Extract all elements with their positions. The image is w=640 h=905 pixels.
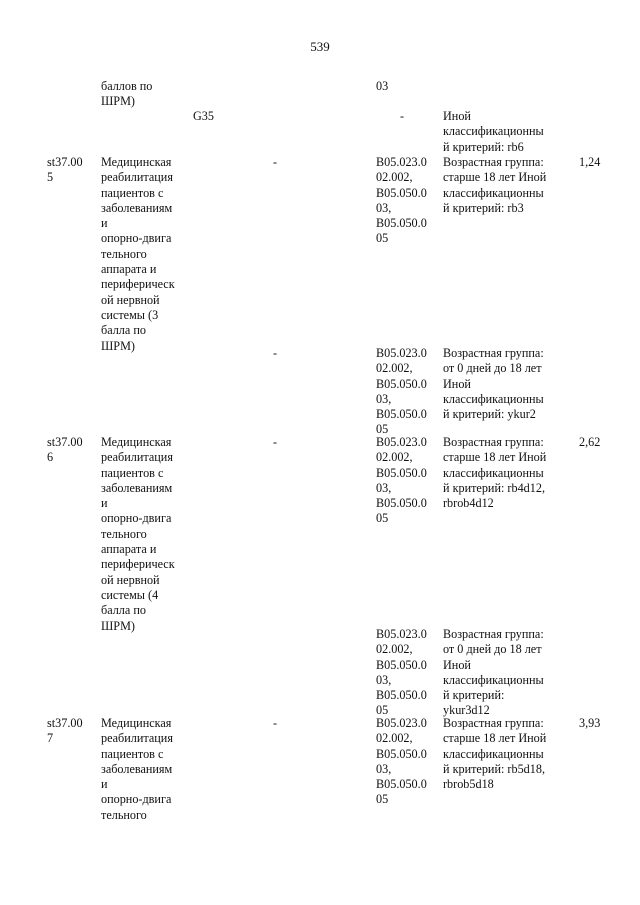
coefficient: 1,24 [579, 155, 601, 169]
service-codes: B05.023.0 02.002, B05.050.0 03, B05.050.0 05 [376, 435, 427, 526]
group-name: Медицинская реабилитация пациентов с заболеваниям и опорно-двига тельного [101, 716, 173, 822]
row-service-continuation: 03 [376, 79, 389, 93]
criteria-text: Возрастная группа: старше 18 лет Иной классификационны й критерий: rb4d12, rbrob4d12 [443, 435, 547, 511]
service-codes: B05.023.0 02.002, B05.050.0 03, B05.050.0 05 [376, 346, 427, 437]
group-name: Медицинская реабилитация пациентов с заболеваниям и опорно-двига тельного аппарата и периферическ ой нервной системы (3 балла по ШРМ) [101, 155, 175, 353]
criteria-text: Возрастная группа: от 0 дней до 18 лет Иной классификационны й критерий: ykur3d12 [443, 627, 544, 718]
service-codes: B05.023.0 02.002, B05.050.0 03, B05.050.0 05 [376, 716, 427, 807]
diagnosis-code: G35 [193, 109, 214, 123]
criteria-text: Возрастная группа: старше 18 лет Иной классификационны й критерий: rb3 [443, 155, 547, 215]
group-code: st37.00 7 [47, 716, 83, 746]
diagnosis-dash: - [273, 716, 278, 730]
group-name: Медицинская реабилитация пациентов с заболеваниям и опорно-двига тельного аппарата и периферическ ой нервной системы (4 балла по ШРМ) [101, 435, 175, 633]
service-codes: B05.023.0 02.002, B05.050.0 03, B05.050.0 05 [376, 627, 427, 718]
group-code: st37.00 6 [47, 435, 83, 465]
diagnosis-dash: - [273, 346, 278, 360]
page-number: 539 [310, 39, 330, 54]
criteria-text: Возрастная группа: от 0 дней до 18 лет Иной классификационны й критерий: ykur2 [443, 346, 544, 422]
criteria-text: Иной классификационны й критерий: rb6 [443, 109, 544, 154]
diagnosis-dash: - [273, 435, 278, 449]
diagnosis-dash: - [273, 155, 278, 169]
service-codes: B05.023.0 02.002, B05.050.0 03, B05.050.0 05 [376, 155, 427, 246]
service-dash: - [400, 109, 405, 123]
row-name-continuation: баллов по ШРМ) [101, 79, 153, 109]
coefficient: 2,62 [579, 435, 601, 449]
coefficient: 3,93 [579, 716, 601, 730]
group-code: st37.00 5 [47, 155, 83, 185]
criteria-text: Возрастная группа: старше 18 лет Иной классификационны й критерий: rb5d18, rbrob5d18 [443, 716, 547, 792]
